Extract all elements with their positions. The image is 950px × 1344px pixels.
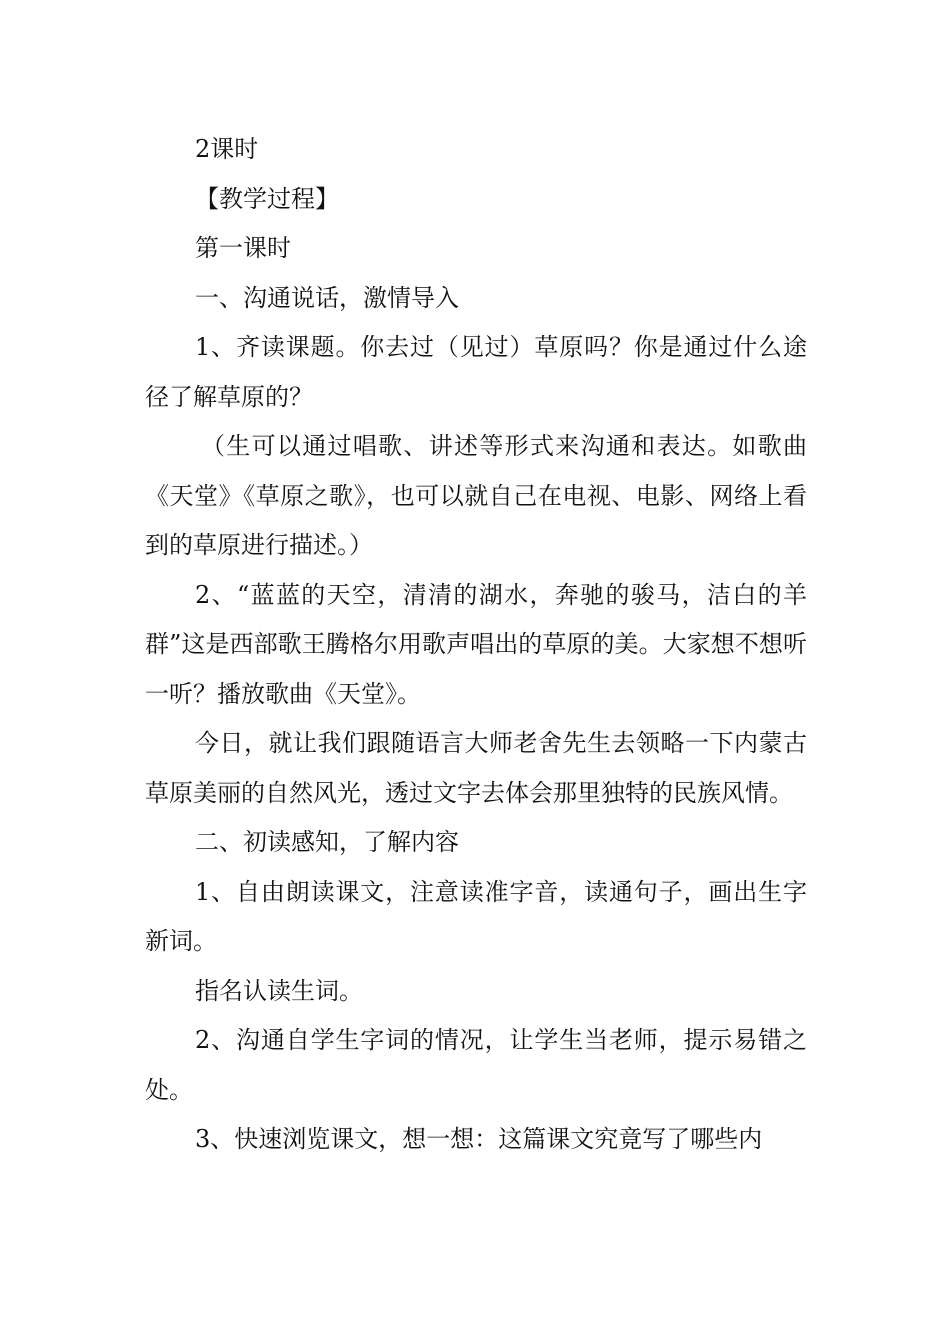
paragraph: 1、自由朗读课文，注意读准字音，读通句子，画出生字新词。 bbox=[145, 877, 807, 955]
subheading-first-lesson: 第一课时 bbox=[195, 234, 291, 262]
lesson-duration: 2课时 bbox=[195, 135, 259, 163]
paragraph: 1、齐读课题。你去过（见过）草原吗？你是通过什么途径了解草原的？ bbox=[145, 333, 807, 411]
document-body bbox=[145, 125, 807, 1165]
paragraph: 3、快速浏览课文，想一想：这篇课文究竟写了哪些内 bbox=[195, 1125, 763, 1153]
paragraph: 今日，就让我们跟随语言大师老舍先生去领略一下内蒙古草原美丽的自然风光，透过文字去体会那里独特的民族风情。 bbox=[145, 729, 807, 807]
step-heading-1: 一、沟通说话，激情导入 bbox=[195, 283, 459, 312]
paragraph: 2、沟通自学生字词的情况，让学生当老师，提示易错之处。 bbox=[145, 1026, 807, 1104]
paragraph: 2、“蓝蓝的天空，清清的湖水，奔驰的骏马，洁白的羊群”这是西部歌王腾格尔用歌声唱出的草原的美。大家想不想听一听？播放歌曲《天堂》。 bbox=[145, 580, 807, 708]
paragraph: 指名认读生词。 bbox=[195, 976, 363, 1005]
section-heading-teaching-process: 【教学过程】 bbox=[195, 184, 339, 213]
paragraph-note: （生可以通过唱歌、讲述等形式来沟通和表达。如歌曲《天堂》《草原之歌》，也可以就自己在电视、电影、网络上看到的草原进行描述。） bbox=[145, 432, 807, 559]
step-heading-2: 二、初读感知，了解内容 bbox=[195, 828, 459, 856]
